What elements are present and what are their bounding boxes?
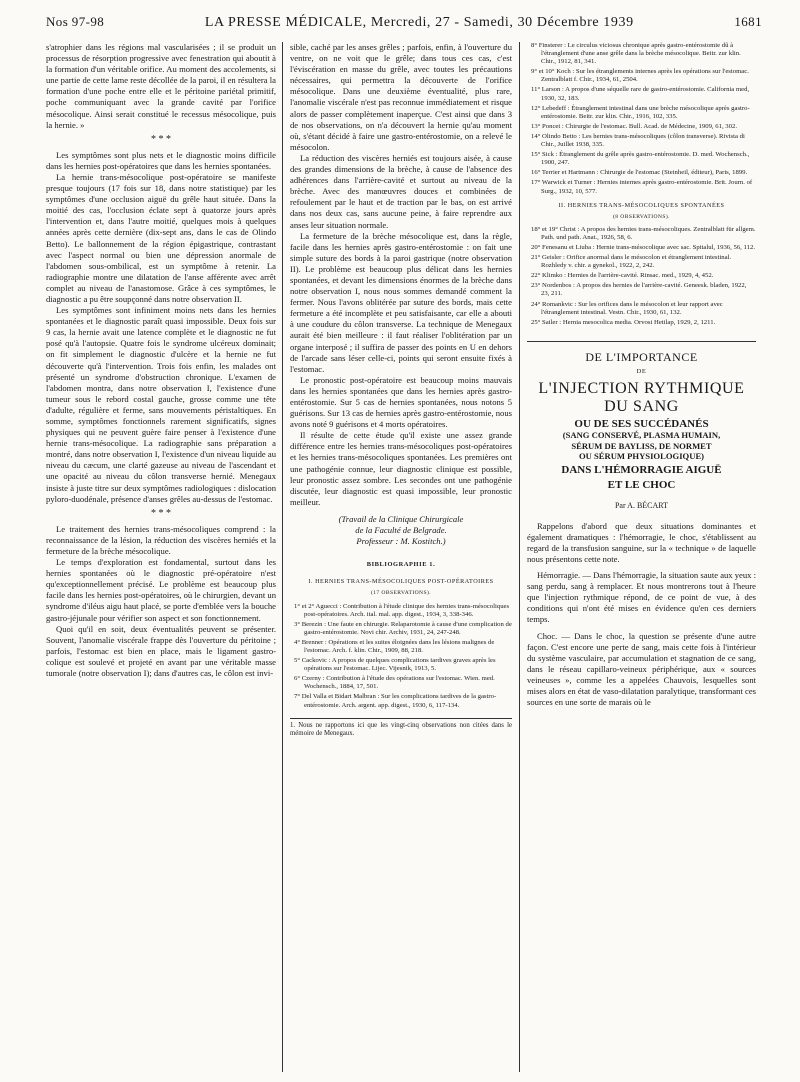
reference-item: 8° Finsterer : Le circulus viciosus chronique après gastro-entérostomie dû à l'étranglement d'une anse grêle dans la brèche mésocolique. Beitr. zur klin. Chir., 1912, 81, 341. bbox=[531, 42, 741, 66]
bibliography-section-subtitle: (8 OBSERVATIONS). bbox=[613, 213, 670, 220]
reference-item: 4° Brenner : Opérations et les suites éloignées dans les lésions malignes de l'estomac. Arch. f. klin. Chir., 1909, 88, 218. bbox=[294, 638, 495, 654]
reference-item: 7° Del Valla et Bidart Malbran : Sur les complications tardives de la gastro-entérostomie. Arch. argent. app. digest., 1930, 6, 117-134. bbox=[294, 693, 497, 709]
reference-item: 3° Berezin : Une faute en chirurgie. Relaparotomie à cause d'une complication de gastro-entérostomie. Novi chir. Archiv, 1931, 24, 247-248. bbox=[294, 620, 512, 636]
publication-title: LA PRESSE MÉDICALE, Mercredi, 27 - Samedi, 30 Décembre 1939 bbox=[204, 15, 634, 30]
page-header bbox=[46, 14, 762, 36]
reference-item: 12° Lebedeff : Étranglement intestinal dans une brèche mésocolique après gastro-entérostomie. Beitr. zur klin. Chir., 1916, 102, 335. bbox=[531, 104, 750, 120]
paragraph: Hémorragie. — Dans l'hémorragie, la situation saute aux yeux : sang perdu, sang à remplacer. Et nous montrerons tout à l'heure que l'injection rythmique répond, de ce point de vue, à des conditions qui n'ont été mises en évidence qu'en ces derniers temps. bbox=[527, 570, 756, 625]
signature-line: de la Faculté de Belgrade. bbox=[355, 525, 447, 536]
section-separator: * * * bbox=[151, 133, 171, 145]
reference-item: 6° Czerny : Contribution à l'étude des opérations sur l'estomac. Wien. med. Wochensch., 1884, 17, 501. bbox=[294, 675, 495, 691]
reference-item: 5° Cackovic : A propos de quelques complications tardives graves après les opérations sur l'estomac. Lijec. Vijesnik, 1913, 5. bbox=[294, 657, 496, 673]
paragraph: Choc. — Dans le choc, la question se présente d'une autre façon. C'est encore une perte de sang, mais cette fois à l'intérieur du système vasculaire, par accumulation et stagnation de ce sang, dans le réseau capillaro-veineux périphérique, aux « sources veineuses », comme les a appelées Chauvois, lesquelles sont mises alors en état de vaso-dilatation paralytique, transformant ces sources en une sorte de marais où le bbox=[527, 630, 756, 708]
reference-item: 9° et 10° Koch : Sur les étranglements internes après les opérations sur l'estomac. Zentralblatt f. Chir., 1934, 61, 2504. bbox=[531, 68, 749, 84]
paragraph: Les symptômes sont plus nets et le diagnostic moins difficile dans les hernies post-opératoires que dans les hernies spontanées. bbox=[46, 149, 276, 171]
reference-item: 15° Sick : Étranglement du grêle après gastro-entérostomie. D. med. Wochensch., 1900, 247. bbox=[531, 151, 750, 167]
paragraph: Rappelons d'abord que deux situations dominantes et également dramatiques : l'hémorragie, le choc, s'établissent au regard de la transfusion sanguine, sur la « technique » de laquelle nous présentons cette note. bbox=[527, 520, 756, 564]
paragraph: Les symptômes sont infiniment moins nets dans les hernies spontanées et le diagnostic paraît quasi impossible. Deux fois sur 9 cas, la hernie avait une latence complète et le diagnostic ne fut posé qu'à l'autopsie. Quatre fois le syndrome ulcéreux dominait; on fit simplement le diagnostic d'ulcère et la hernie ne fut découverte qu'à l'intervention. Trois fois enfin, les malades ont présenté un syndrome d'obstruction chronique. L'examen de l'abdomen montra, dans notre observation I, l'existence d'une tumeur sous le rebord costal gauche, grosse comme une tête d'adulte, régulière et ferme, sans mouvements péristaltiques. En somme, symptômes fonctionnels rarement significatifs, signes physiques qui ne peuvent guère faire penser à l'existence d'une hernie trans-mésocolique. La radiographie sans préparation a montré, dans notre observation I, l'existence d'un niveau liquide au niveau du cæcum, une clarté gazeuse au niveau de l'ascendant et une opacité au niveau du côlon transverse hernié. Menegaux insiste à juste titre sur deux symptômes radiologiques : dislocation pyloro-duodénale, présence d'anses grêles au-dessus de l'estomac. bbox=[46, 305, 276, 504]
reference-item: 20° Fenesanu et Liuba : Hernie trans-mésocolique avec sac. Spitalul, 1936, 56, 112. bbox=[531, 243, 755, 251]
page-number: 1681 bbox=[734, 14, 762, 29]
bibliography-title: BIBLIOGRAPHIE 1. bbox=[366, 561, 436, 569]
reference-item: 13° Poncet : Chirurgie de l'estomac. Bull. Acad. de Médecine, 1909, 61, 302. bbox=[531, 122, 738, 130]
reference-item: 14° Olindo Betto : Les hernies trans-mésocoliques (côlon transverse). Rivista di Chir., Juillet 1938, 335. bbox=[531, 132, 745, 149]
reference-item: 1° et 2° Aguecci : Contribution à l'étude clinique des hernies trans-mésocoliques post-opératoires. Arch. ital. mal. app. digest., 1934, 3, 338-346. bbox=[294, 602, 510, 618]
article-subtitle-detail: (SANG CONSERVÉ, PLASMA HUMAIN, bbox=[562, 430, 721, 441]
article-subtitle: OU DE SES SUCCÉDANÉS bbox=[574, 418, 709, 430]
reference-item: 22° Klimko : Hernies de l'arrière-cavité. Rinsac. med., 1929, 4, 452. bbox=[531, 272, 714, 280]
article-heading bbox=[527, 341, 756, 511]
signature-block bbox=[290, 514, 512, 547]
signature-line: Professeur : M. Kostitch.) bbox=[356, 536, 446, 547]
paragraph: Le temps d'exploration est fondamental, surtout dans les hernies spontanées où le diagnostic pré-opératoire n'est qu'exceptionnellement précisé. Le problème est beaucoup plus facile dans les hernies post-opératoires, où le chirurgien, devant un syndrome d'iléus aigu haut placé, se porte d'emblée vers la bouche gastro-jéjunale pour vérifier son aspect et son fonctionnement. bbox=[46, 557, 276, 623]
article-title-main: DU SANG bbox=[604, 398, 679, 415]
paragraph: sible, caché par les anses grêles ; parfois, enfin, à l'ouverture du ventre, on ne voit que le grêle; dans tous ces cas, c'est l'éviscération en masse du grêle, avec toutes les précautions nécessaires, qui permettra la découverte de l'orifice mésocolique. Dans une deuxième éventualité, plus rare, l'anomalie viscérale n'est pas reconnue immédiatement et risque alors de passer complètement inaperçue. C'est ainsi que dans 3 de nos observations, on n'a découvert la hernie qu'au moment où, s'étant décidé à faire une gastro-entérostomie, on a relevé le mésocolon. bbox=[290, 42, 512, 152]
reference-item: 24° Romankvic : Sur les orifices dans le mésocolon et leur rapport avec l'étranglement intestinal. Vestn. Chir., 1930, 61, 132. bbox=[531, 300, 723, 316]
paragraph: La hernie trans-mésocolique post-opératoire se manifeste presque toujours (17 fois sur 18, dans notre statistique) par les symptômes d'une occlusion aiguë du grêle haut située. Dans la moitié des cas, l'occlusion éclate sept à quatorze jours après l'intervention et, dans l'autre moitié, quelques mois à quelques années après cette dernière (dix-sept ans, dans le cas de Olindo Betto). Le ballonnement de la région épigastrique, contrastant avec l'aspect normal ou bien une dépression anormale de l'abdomen sous-ombilical, est un symptôme à retenir. La radiographie montre une dilatation de l'anse afférente avec arrêt complet au niveau de l'anastomose. Grâce à ces symptômes, le diagnostic a pu être soupçonné dans notre observation II. bbox=[46, 171, 276, 304]
bibliography-section-subtitle: (17 OBSERVATIONS). bbox=[370, 590, 432, 597]
footnote: 1. Nous ne rapportons ici que les vingt-cinq observations non citées dans le mémoire de Menegaux. bbox=[290, 718, 512, 739]
paragraph: La réduction des viscères herniés est toujours aisée, à cause des grandes dimensions de la brèche, à cause de l'absence des adhérences dans l'arrière-cavité et surtout au niveau de la brèche. Avec des manœuvres douces et combinées de refoulement par le haut et de traction par le bas, on est arrivé dans nos deux cas, sans aucune peine, à faire reprendre aux anses leur situation normale. bbox=[290, 152, 512, 230]
article-subtitle-detail: SÉRUM DE BAYLISS, DE NORMET bbox=[571, 440, 712, 451]
issue-number: Nos 97-98 bbox=[46, 14, 105, 29]
signature-line: (Travail de la Clinique Chirurgicale bbox=[338, 513, 464, 524]
reference-item: 18° et 19° Christ : A propos des hernies trans-mésocoliques. Zentralblatt für allgem. Path. und path. Anat., 1926, 58, 6. bbox=[531, 225, 756, 241]
column-middle bbox=[283, 42, 519, 1072]
column-left bbox=[46, 42, 282, 1072]
column-right bbox=[520, 42, 756, 1072]
paragraph: Quoi qu'il en soit, deux éventualités peuvent se présenter. Souvent, l'anomalie viscérale frappe dès l'ouverture du péritoine ; parfois, l'estomac est bien en place, mais le ligament gastro-colique est soulevé et projeté en avant par une véritable masse tumorale (notre observation I); dans d'autres cas, le côlon est invi- bbox=[46, 623, 276, 678]
article-subtitle: DANS L'HÉMORRAGIE AIGUË bbox=[561, 463, 722, 476]
paragraph: Le traitement des hernies trans-mésocoliques comprend : la reconnaissance de la lésion, la réduction des viscères herniés et la fermeture de la brèche mésocolique. bbox=[46, 523, 276, 556]
reference-item: 17° Warwick et Turner : Hernies internes après gastro-entérostomie. Brit. Journ. of Surg., 1932, 10, 577. bbox=[531, 179, 753, 195]
paragraph: La fermeture de la brèche mésocolique est, dans la règle, facile dans les hernies après gastro-entérostomie : on fait une simple suture des bords à la paroi gastrique (notre observation II). Le problème est beaucoup plus délicat dans les hernies spontanées, et devant les dimensions énormes de la brèche dans notre observation I, nous nous sommes demandé comment la fermer. Nous l'avons oblitérée par suture des bords, mais cette fermeture a été incomplète et peu satisfaisante, car elle a abouti à une coudure du côlon transverse. La technique de Menegaux aurait été bien meilleure : il faut réaliser l'oblitération par un organe interposé ; il suffira de passer des points en U en dehors de l'arcade sans léser celle-ci, points qui seront ensuite fixés à l'estomac. bbox=[290, 230, 512, 374]
article-author: Par A. BÉCART bbox=[614, 500, 669, 510]
paragraph: s'atrophier dans les régions mal vascularisées ; il se produit un processus de résorption progressive avec fenestration qui aboutit à la formation d'un véritable orifice. Au moment des accolements, si une partie de cette lame reste décollée de la paroi, il en résultera la formation d'une poche entre elle et le péritoine pariétal primitif, poche communiquant avec la grande cavité par l'orifice mésocolique. Ainsi serait constitué le recessus mésocolique, puis la hernie. » bbox=[46, 42, 276, 130]
article-subtitle-detail: OU SÉRUM PHYSIOLOGIQUE) bbox=[578, 451, 705, 462]
reference-item: 21° Geisler : Orifice anormal dans le mésocolon et étranglement intestinal. Rozhledy v. chir. a gynekol., 1922, 2, 242. bbox=[531, 254, 732, 270]
reference-item: 23° Nordenbos : A propos des hernies de l'arrière-cavité. Geneesk. bladen, 1922, 23, 211. bbox=[531, 282, 747, 298]
article-title-line: DE L'IMPORTANCE bbox=[585, 349, 698, 364]
columns bbox=[46, 42, 762, 1072]
bibliography-section-title: II. HERNIES TRANS-MÉSOCOLIQUES SPONTANÉES bbox=[558, 201, 725, 209]
reference-item: 25° Sailer : Hernia mesocolica media. Orvosi Hetilap, 1929, 2, 1211. bbox=[531, 318, 716, 326]
section-separator: * * * bbox=[151, 507, 171, 519]
paragraph: Le pronostic post-opératoire est beaucoup moins mauvais dans les hernies spontanées que dans les hernies après gastro-entérostomie. Sur 5 cas de hernies spontanées, nous notons 5 guérisons. Sur 13 cas de hernies après gastro-entérostomie, nous avons noté 9 guérisons et 4 morts opératoires. bbox=[290, 374, 512, 430]
bibliography-section-title: I. HERNIES TRANS-MÉSOCOLIQUES POST-OPÉRATOIRES bbox=[308, 578, 494, 586]
reference-item: 11° Larson : A propos d'une séquelle rare de gastro-entérostomie. California med, 1930, 32, 183. bbox=[531, 86, 750, 102]
article-subtitle: ET LE CHOC bbox=[607, 478, 676, 491]
article-title-line: DE bbox=[636, 367, 647, 375]
reference-item: 16° Terrier et Hartmann : Chirurgie de l'estomac (Steinheil, éditeur), Paris, 1899. bbox=[531, 169, 748, 177]
paragraph: Il résulte de cette étude qu'il existe une assez grande différence entre les hernies trans-mésocoliques post-opératoires et les hernies trans-mésocoliques spontanées. Les premières ont une pathogénie connue, leur diagnostic clinique est possible, leur pronostic assez sombre. Les secondes ont une pathogénie discutée, leur diagnostic est quasi impossible, leur pronostic meilleur. bbox=[290, 430, 512, 507]
article-title-main: L'INJECTION RYTHMIQUE bbox=[538, 380, 745, 397]
